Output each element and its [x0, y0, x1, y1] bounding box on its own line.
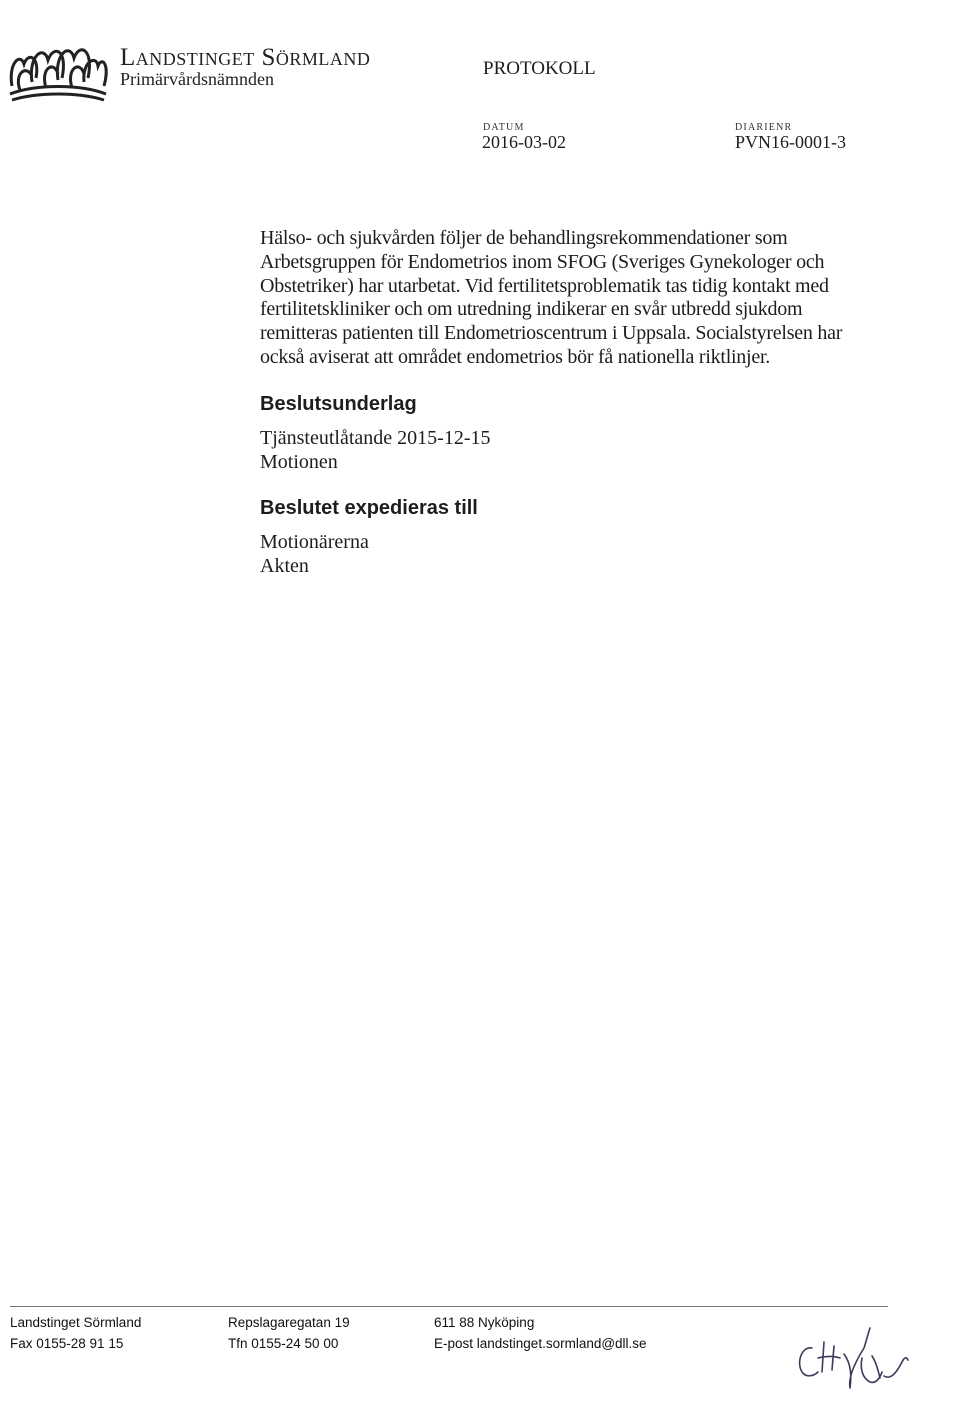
section-heading-beslutsunderlag: Beslutsunderlag: [260, 393, 417, 415]
footer-email: E-post landstinget.sormland@dll.se: [434, 1336, 647, 1351]
list-item: Motionärerna: [260, 531, 369, 553]
expedieras-list: [260, 530, 369, 578]
org-subunit: Primärvårdsnämnden: [120, 69, 274, 89]
footer-column-contact: [434, 1312, 647, 1354]
list-item: Akten: [260, 555, 309, 577]
org-name: Landstinget Sörmland: [120, 44, 371, 71]
diary-number: PVN16-0001-3: [735, 132, 846, 152]
footer-org-name: Landstinget Sörmland: [10, 1315, 142, 1330]
crown-logo-icon: [6, 34, 110, 104]
date-value: 2016-03-02: [482, 132, 566, 152]
list-item: Tjänsteutlåtande 2015-12-15: [260, 427, 491, 449]
body-paragraph: Hälso- och sjukvården följer de behandlingsrekommendationer som Arbetsgruppen för Endometrios inom SFOG (Sveriges Gynekologer och Obstetriker) har utarbetat. Vid fertilitetsproblematik tas tidig kontakt med fertilitetskliniker och om utredning indikerar en svår utbredd sjukdom remitteras patienten till Endometrioscentrum i Uppsala. Socialstyrelsen har också aviserat att området endometrios bör få nationella riktlinjer.: [260, 227, 843, 368]
section-heading-expedieras: Beslutet expedieras till: [260, 497, 478, 519]
footer-street: Repslagaregatan 19: [228, 1315, 350, 1330]
diary-label: DIARIENR: [735, 122, 793, 133]
footer-fax: Fax 0155-28 91 15: [10, 1336, 124, 1351]
footer-column-address: [228, 1312, 350, 1354]
footer-column-org: [10, 1312, 141, 1354]
footer-postal: 611 88 Nyköping: [434, 1315, 535, 1330]
handwritten-signature: [790, 1318, 920, 1394]
date-label: DATUM: [483, 122, 525, 133]
doc-type: PROTOKOLL: [483, 58, 596, 79]
list-item: Motionen: [260, 451, 338, 473]
footer-phone: Tfn 0155-24 50 00: [228, 1336, 339, 1351]
beslutsunderlag-list: [260, 426, 491, 474]
footer-divider: [10, 1306, 888, 1307]
